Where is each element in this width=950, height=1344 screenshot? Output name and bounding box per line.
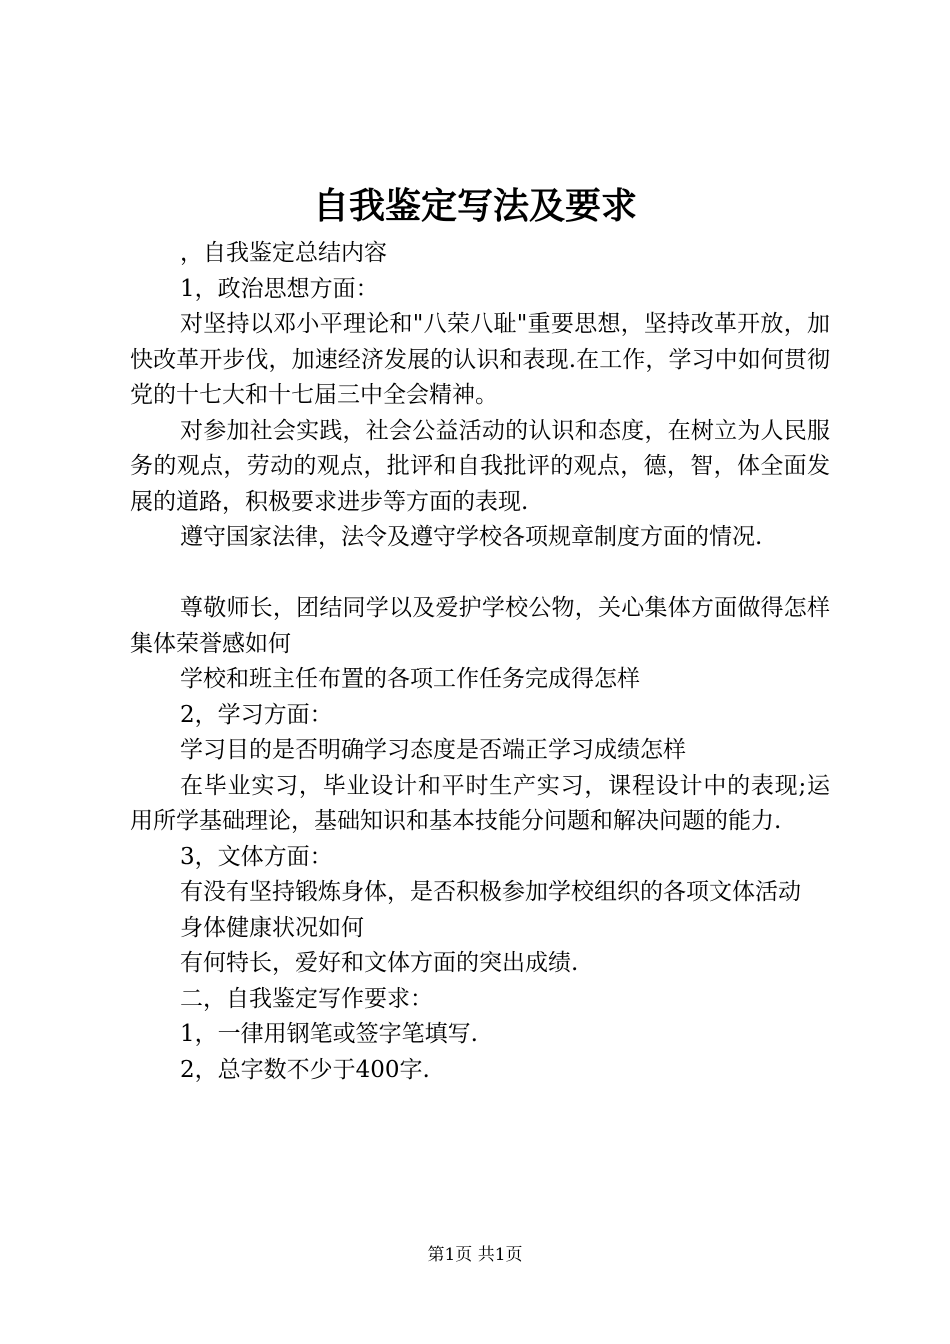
section-heading-requirements: 二，自我鉴定写作要求：	[180, 985, 433, 1012]
paragraph-sports-2: 身体健康状况如何	[180, 914, 364, 941]
paragraph-politics-3: 遵守国家法律，法令及遵守学校各项规章制度方面的情况.	[180, 524, 763, 550]
requirement-item-2: 2，总字数不少于400字.	[180, 1056, 430, 1083]
paragraph-study-1: 学习目的是否明确学习态度是否端正学习成绩怎样	[180, 737, 686, 763]
paragraph-politics-1: 对坚持以邓小平理论和"八荣八耻"重要思想，坚持改革开放，加快改革开步伐，加速经济发展的认识和表现.在工作，学习中如何贯彻党的十七大和十七届三中全会精神。	[130, 311, 830, 408]
paragraph-politics-2: 对参加社会实践，社会公益活动的认识和态度，在树立为人民服务的观点，劳动的观点，批评和自我批评的观点，德，智，体全面发展的道路，积极要求进步等方面的表现.	[130, 417, 830, 515]
section-heading-sports: 3，文体方面：	[180, 843, 333, 870]
blank-line	[130, 556, 830, 592]
document-title: 自我鉴定写法及要求	[312, 186, 637, 227]
page-footer: 第1页 共1页	[427, 1245, 523, 1265]
paragraph-politics-5: 学校和班主任布置的各项工作任务完成得怎样	[180, 666, 640, 692]
section-heading-study: 2，学习方面：	[180, 701, 333, 728]
paragraph-intro: ，自我鉴定总结内容	[180, 240, 387, 266]
section-heading-politics: 1，政治思想方面：	[180, 275, 379, 302]
paragraph-politics-4: 尊敬师长，团结同学以及爱护学校公物，关心集体方面做得怎样集体荣誉感如何	[130, 595, 830, 657]
paragraph-sports-3: 有何特长，爱好和文体方面的突出成绩.	[180, 950, 579, 976]
paragraph-study-2: 在毕业实习，毕业设计和平时生产实习，课程设计中的表现;运用所学基础理论，基础知识和基本技能分问题和解决问题的能力.	[130, 772, 830, 834]
document-body	[130, 236, 830, 1088]
requirement-item-1: 1，一律用钢笔或签字笔填写.	[180, 1021, 478, 1047]
paragraph-sports-1: 有没有坚持锻炼身体，是否积极参加学校组织的各项文体活动	[180, 879, 801, 905]
